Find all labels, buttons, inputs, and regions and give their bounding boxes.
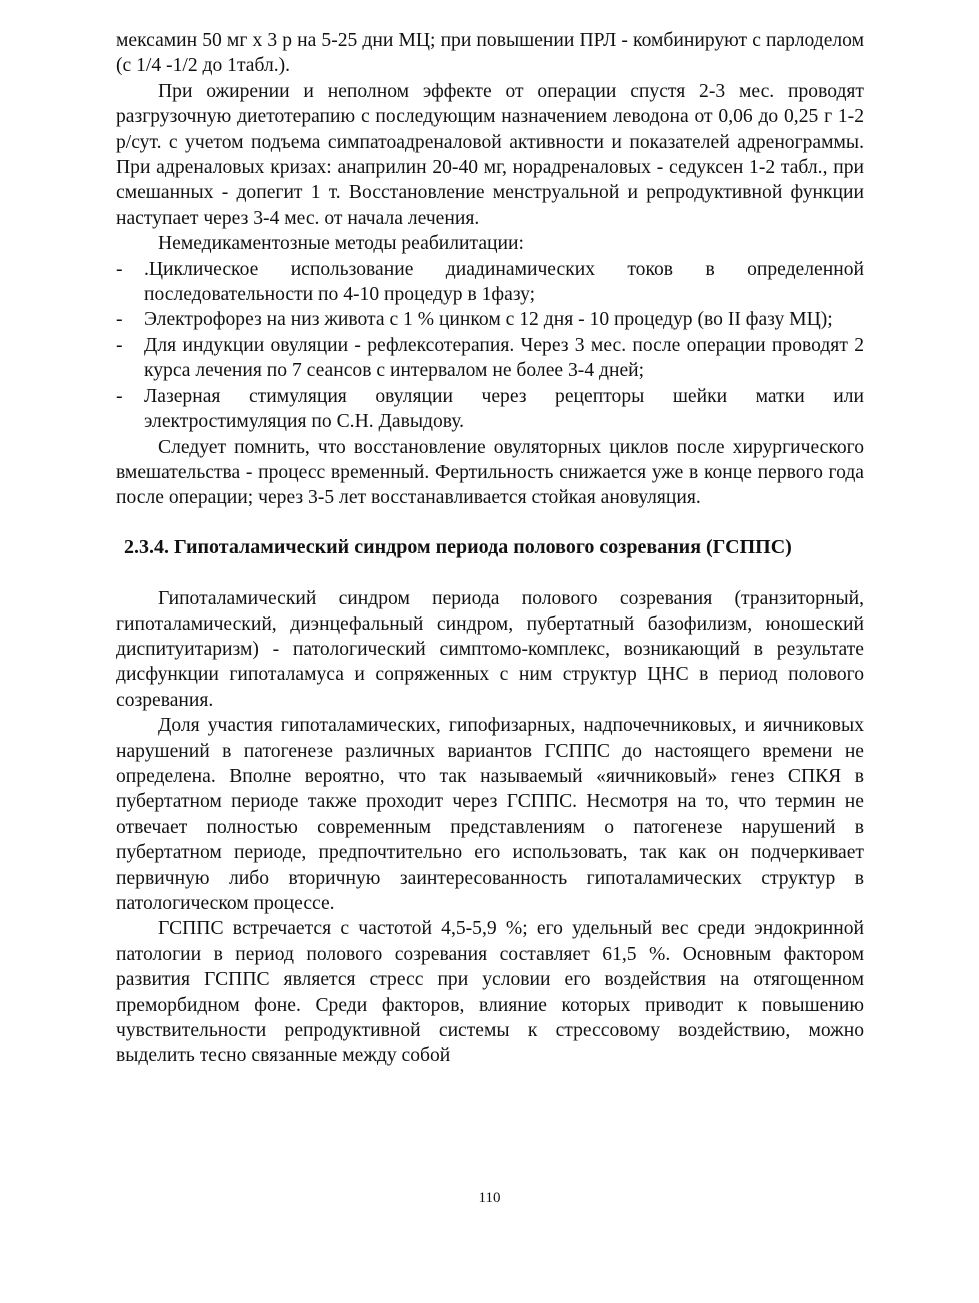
page-body	[116, 28, 864, 1069]
list-item-text: Лазерная стимуляция овуляции через рецепторы шейки матки или электростимуляция по С.Н. Давыдову.	[144, 385, 864, 433]
section-heading: 2.3.4. Гипоталамический синдром периода полового созревания (ГСППС)	[124, 535, 792, 558]
paragraph-frequency: ГСППС встречается с частотой 4,5-5,9 %; его удельный вес среди эндокринной патологии в период полового созревания составляет 61,5 %. Основным фактором развития ГСППС является стресс при условии его воздействия на отягощенном преморбидном фоне. Среди факторов, влияние которых приводит к повышению чувствительности репродуктивной системы к стрессовому воздействию, можно выделить тесно связанные между собой	[116, 918, 864, 1067]
list-item	[116, 257, 864, 308]
rehabilitation-list	[116, 257, 864, 435]
paragraph-obesity-treatment: При ожирении и неполном эффекте от операции спустя 2-3 мес. проводят разгрузочную диетотерапию с последующим назначением леводона от 0,06 до 0,25 г 1-2 р/сут. с учетом подъема симпатоадреналовой активности и показателей адренограммы. При адреналовых кризах: анаприлин 20-40 мг, норадреналовых - седуксен 1-2 табл., при смешанных - допегит 1 т. Восстановление менструальной и репродуктивной функции наступает через 3-4 мес. от начала лечения.	[116, 80, 864, 229]
list-item	[116, 333, 864, 384]
list-item-text: Электрофорез на низ живота с 1 % цинком с 12 дня - 10 процедур (во II фазу МЦ);	[144, 309, 833, 331]
paragraph-pathogenesis: Доля участия гипоталамических, гипофизарных, надпочечниковых, и яичниковых нарушений в патогенезе различных вариантов ГСППС до настоящего времени не определена. Вполне вероятно, что так называемый «яичниковый» генез СПКЯ в пубертатном периоде также проходит через ГСППС. Несмотря на то, что термин не отвечает полностью современным представлениям о патогенезе нарушений в пубертатном периоде, предпочтительно его использовать, так как он подчеркивает первичную либо вторичную заинтересованность гипоталамических структур в патологическом процессе.	[116, 715, 864, 914]
list-item	[116, 307, 864, 332]
list-item-text: Для индукции овуляции - рефлексотерапия. Через 3 мес. после операции проводят 2 курса лечения по 7 сеансов с интервалом не более 3-4 дней;	[144, 334, 864, 382]
paragraph-nonmedical-methods: Немедикаментозные методы реабилитации:	[158, 233, 524, 255]
paragraph-fertility-note: Следует помнить, что восстановление овуляторных циклов после хирургического вмешательства - процесс временный. Фертильность снижается уже в конце первого года после операции; через 3-5 лет восстанавливается стойкая ановуляция.	[116, 436, 864, 509]
list-dash: -	[116, 334, 123, 356]
list-dash: -	[116, 385, 123, 407]
list-item-text: .Циклическое использование диадинамических токов в определенной последовательности по 4-10 процедур в 1фазу;	[144, 258, 864, 306]
list-dash: -	[116, 309, 123, 331]
list-item	[116, 384, 864, 435]
paragraph-continuation: мексамин 50 мг х 3 р на 5-25 дни МЦ; при повышении ПРЛ - комбинируют с парлоделом (с 1/4 -1/2 до 1табл.).	[116, 30, 864, 77]
page-number: 110	[478, 1190, 501, 1206]
list-dash: -	[116, 258, 123, 280]
paragraph-definition: Гипоталамический синдром периода полового созревания (транзиторный, гипоталамический, диэнцефальный синдром, пубертатный базофилизм, юношеский диспитуитаризм) - патологический симптомо-комплекс, возникающий в результате дисфункции гипоталамуса и сопряженных с ним структур ЦНС в период полового созревания.	[116, 588, 864, 711]
